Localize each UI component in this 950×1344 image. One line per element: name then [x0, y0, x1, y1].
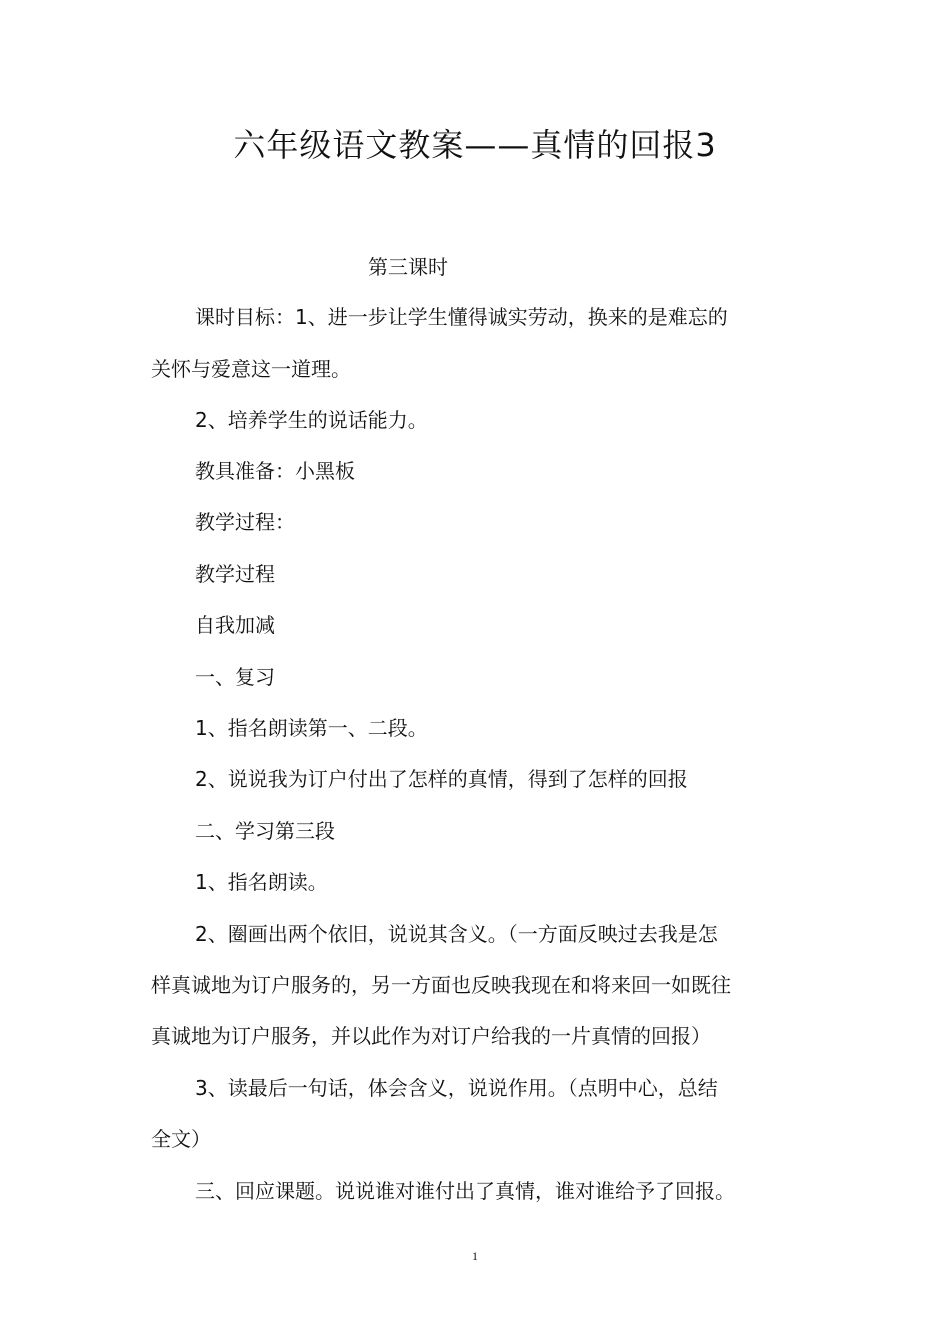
page-number: 1 [472, 1249, 478, 1263]
text-line: 真诚地为订户服务，并以此作为对订户给我的一片真情的回报） [151, 1024, 711, 1048]
text-line: 自我加减 [195, 613, 275, 637]
text-line: 2、说说我为订户付出了怎样的真情，得到了怎样的回报 [195, 767, 688, 791]
text-line: 三、回应课题。说说谁对谁付出了真情，谁对谁给予了回报。 [195, 1179, 735, 1203]
text-line: 课时目标：1、进一步让学生懂得诚实劳动，换来的是难忘的 [195, 305, 728, 329]
text-line: 2、圈画出两个依旧，说说其含义。（一方面反映过去我是怎 [195, 922, 718, 946]
text-line: 教学过程 [195, 562, 275, 586]
text-line: 教学过程： [195, 510, 295, 534]
text-line: 1、指名朗读第一、二段。 [195, 716, 428, 740]
text-line: 关怀与爱意这一道理。 [151, 357, 351, 381]
lesson-period-heading: 第三课时 [368, 255, 448, 279]
text-line: 教具准备：小黑板 [195, 459, 355, 483]
text-line: 2、培养学生的说话能力。 [195, 408, 428, 432]
text-line: 一、复习 [195, 665, 275, 689]
text-line: 1、指名朗读。 [195, 870, 328, 894]
document-title: 六年级语文教案——真情的回报3 [233, 126, 717, 164]
text-line: 全文） [151, 1127, 211, 1151]
text-line: 样真诚地为订户服务的，另一方面也反映我现在和将来回一如既往 [151, 973, 731, 997]
text-line: 二、学习第三段 [195, 819, 335, 843]
text-line: 3、读最后一句话，体会含义，说说作用。（点明中心，总结 [195, 1076, 718, 1100]
